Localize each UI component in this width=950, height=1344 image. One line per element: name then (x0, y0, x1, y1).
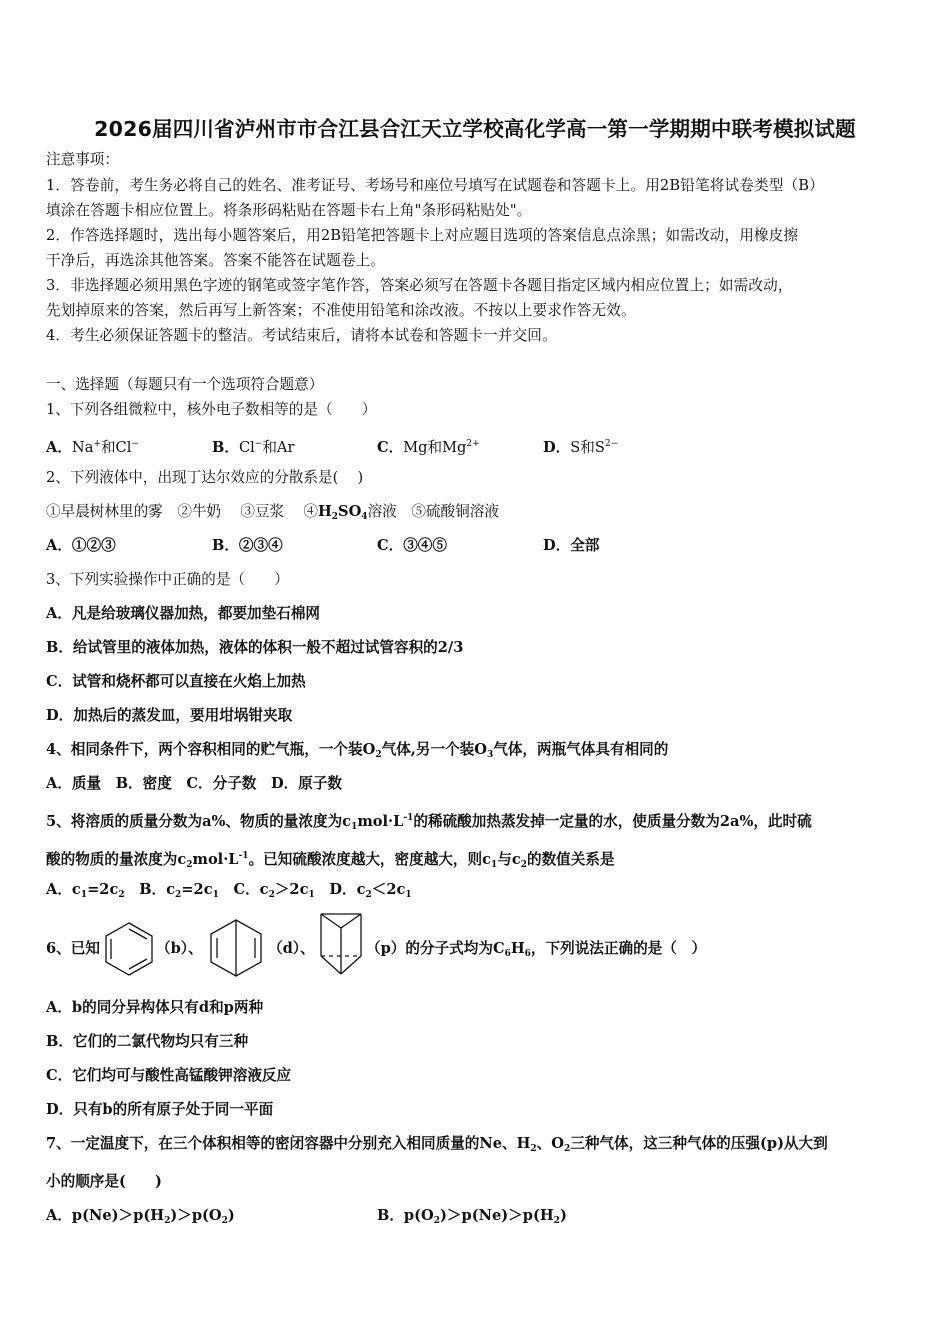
question-1-stem: 1、下列各组微粒中，核外电子数相等的是（ ） (46, 401, 377, 418)
question-4-options: A．质量 B．密度 C．分子数 D．原子数 (46, 775, 343, 792)
question-6-label-d: （d）、 (268, 940, 315, 957)
question-3-option-a: A．凡是给玻璃仪器加热，都要加垫石棉网 (46, 605, 321, 622)
question-1-option-b: B．Cl−和Ar (212, 439, 295, 456)
page-title: 2026届四川省泸州市市合江县合江天立学校高化学高一第一学期期中联考模拟试题 (94, 117, 856, 141)
question-7-stem-line-2: 小的顺序是( ) (46, 1173, 162, 1190)
question-5-options: A．$c_1=2c_2$ B．$c_2=2c_1$ C．$c_2>2c_1$ D．$c_2<2c_1$ (46, 881, 412, 900)
notice-heading: 注意事项： (46, 151, 119, 168)
question-4-stem: 4、相同条件下，两个容积相同的贮气瓶，一个装$O_2$气体,另一个装$O_3$气体，两瓶气体具有相同的 (46, 741, 669, 760)
question-5-stem-line-2: 酸的物质的量浓度为$c_2mol\cdot L^{-1}$。已知硫酸浓度越大，密度越大，则$c_1$与$c_2$的数值关系是 (46, 851, 615, 870)
notice-item-3-line-2: 先划掉原来的答案，然后再写上新答案；不准使用铅笔和涂改液。不按以上要求作答无效。 (46, 302, 636, 319)
notice-item-2-line-2: 干净后，再选涂其他答案。答案不能答在试题卷上。 (46, 252, 386, 269)
question-7-option-b: B．$p(O_2)>p(Ne)>p(H_2)$ (377, 1207, 567, 1226)
question-3-option-c: C．试管和烧杯都可以直接在火焰上加热 (46, 673, 306, 690)
question-6-label-b: （b）、 (156, 940, 203, 957)
question-7-option-a: A．$p(Ne)>p(H_2)>p(O_2)$ (46, 1207, 235, 1226)
notice-item-1-line-2: 填涂在答题卡相应位置上。将条形码粘贴在答题卡右上角"条形码粘贴处"。 (46, 202, 532, 219)
question-3-option-b: B．给试管里的液体加热，液体的体积一般不超过试管容积的2/3 (46, 639, 464, 656)
question-2-option-a: A．①②③ (46, 537, 116, 554)
notice-item-3-line-1: 3．非选择题必须用黑色字迹的钢笔或签字笔作答，答案必须写在答题卡各题目指定区域内相应位置上；如需改动， (46, 277, 793, 294)
question-6-option-b: B．它们的二氯代物均只有三种 (46, 1033, 249, 1050)
question-2-option-d: D．全部 (543, 537, 600, 554)
question-2-stem: 2、下列液体中，出现丁达尔效应的分散系是( ) (46, 469, 364, 486)
notice-item-1-line-1: 1．答卷前，考生务必将自己的姓名、准考证号、考场号和座位号填写在试题卷和答题卡上。用2B铅笔将试卷类型（B） (46, 177, 824, 194)
question-1-option-d: D．S和$S^{2-}$ (543, 439, 619, 456)
prismane-structure-p (318, 910, 364, 978)
question-6-label-p: （p）的分子式均为$C_6H_6$，下列说法正确的是（ ） (366, 940, 707, 959)
question-5-stem-line-1: 5、将溶质的质量分数为a%、物质的量浓度为$c_1mol\cdot L^{-1}$的稀硫酸加热蒸发掉一定量的水，使质量分数为2a%，此时硫 (46, 813, 812, 832)
question-2-items: ①早晨树林里的雾 ②牛奶 ③豆浆 $④H_2SO_4$溶液 ⑤硫酸铜溶液 (46, 503, 499, 522)
benzene-structure-b (102, 920, 156, 978)
question-6-prefix: 6、已知 (46, 940, 100, 957)
question-1-option-a: A．Na+和Cl− (46, 439, 139, 456)
question-6-option-d: D．只有b的所有原子处于同一平面 (46, 1101, 274, 1118)
question-6-option-c: C．它们均可与酸性高锰酸钾溶液反应 (46, 1067, 292, 1084)
notice-item-4: 4．考生必须保证答题卡的整洁。考试结束后，请将本试卷和答题卡一并交回。 (46, 327, 557, 344)
section-heading: 一、选择题（每题只有一个选项符合题意） (46, 376, 324, 393)
notice-item-2-line-1: 2．作答选择题时，选出每小题答案后，用2B铅笔把答题卡上对应题目选项的答案信息点涂黑；如需改动，用橡皮擦 (46, 227, 799, 244)
question-1-option-c: C．Mg和$Mg^{2+}$ (377, 439, 480, 456)
question-3-stem: 3、下列实验操作中正确的是（ ） (46, 571, 289, 588)
question-6-option-a: A．b的同分异构体只有d和p两种 (46, 999, 264, 1016)
question-7-stem-line-1: 7、一定温度下，在三个体积相等的密闭容器中分别充入相同质量的Ne、$H_2$、$O_2$三种气体，这三种气体的压强(p)从大到 (46, 1135, 828, 1154)
question-3-option-d: D．加热后的蒸发皿，要用坩埚钳夹取 (46, 707, 293, 724)
question-2-option-c: C．③④⑤ (377, 537, 447, 554)
dewar-benzene-structure-d (206, 917, 266, 979)
question-2-option-b: B．②③④ (212, 537, 283, 554)
